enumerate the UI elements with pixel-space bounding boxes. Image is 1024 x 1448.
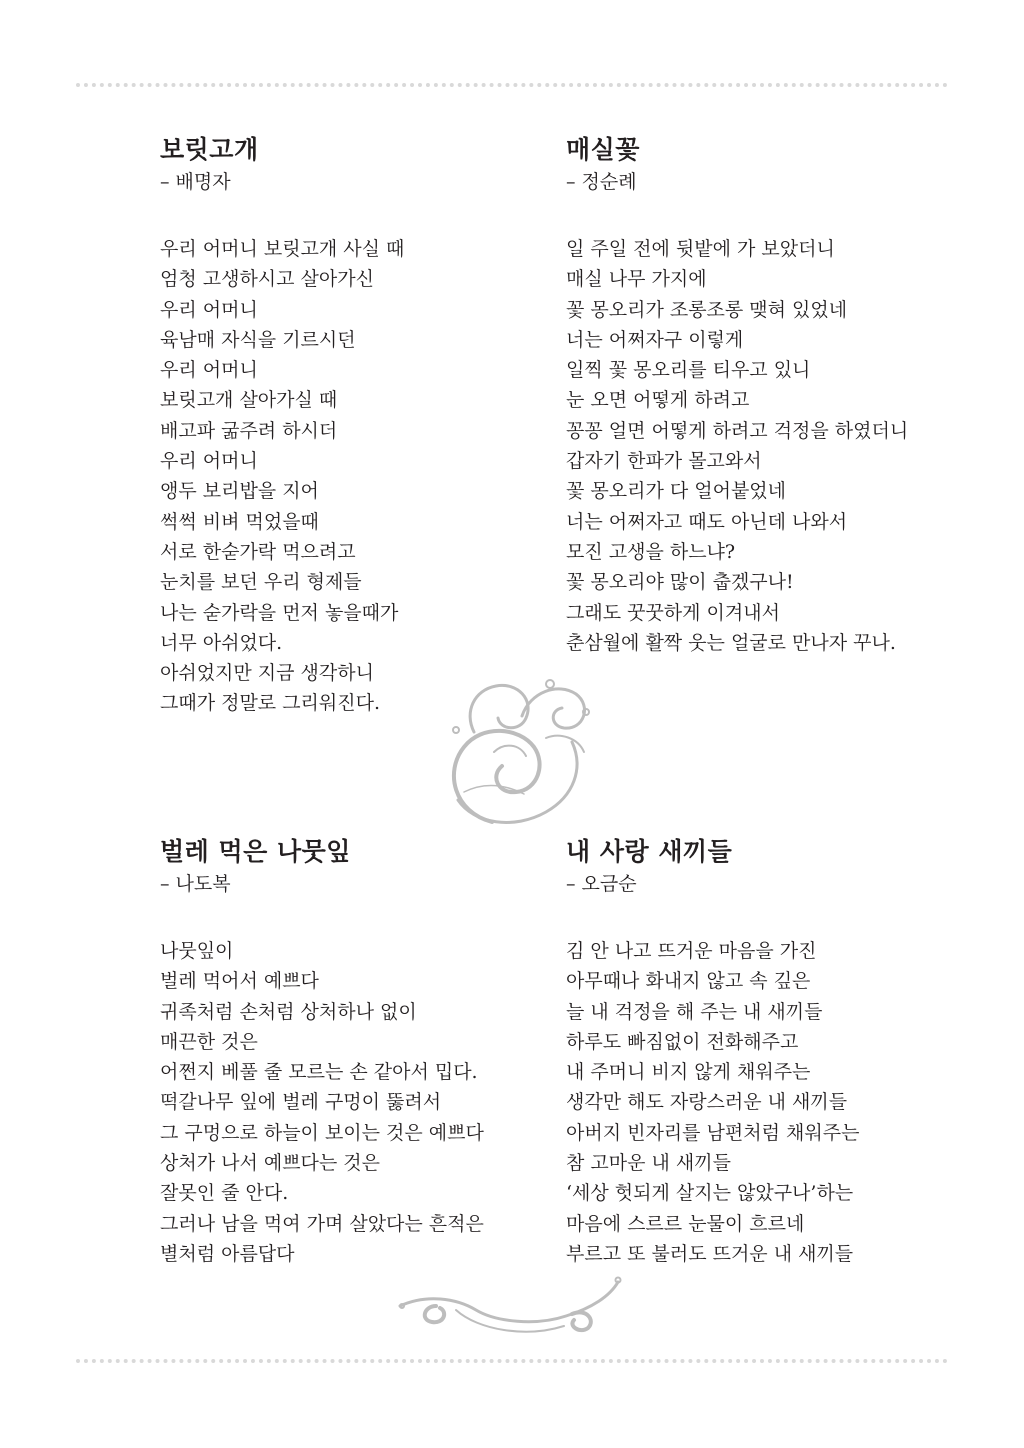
poem-author: – 나도복: [160, 873, 231, 895]
poem-boritgogae: [160, 134, 560, 719]
poem-line: 꽃 몽오리가 조롱조롱 맺혀 있었네: [566, 298, 848, 321]
poem-line: 상처가 나서 예쁘다는 것은: [160, 1152, 381, 1175]
bottom-dotted-divider: [76, 1359, 948, 1363]
poem-line: 참 고마운 내 새끼들: [566, 1152, 731, 1175]
poem-line: 아버지 빈자리를 남편처럼 채워주는: [566, 1121, 860, 1144]
poem-line: 일찍 꽃 몽오리를 티우고 있니: [566, 359, 811, 382]
poem-line: 매실 나무 가지에: [566, 268, 707, 291]
poem-line: 나뭇잎이: [160, 940, 234, 962]
poem-body: [160, 936, 560, 1269]
poem-body: [160, 234, 560, 719]
poem-title: 매실꽃: [566, 135, 640, 164]
poem-line: 눈 오면 어떻게 하려고: [566, 389, 750, 412]
poem-author: – 배명자: [160, 171, 231, 193]
poem-line: 마음에 스르르 눈물이 흐르네: [566, 1212, 805, 1235]
poem-line: 아쉬었지만 지금 생각하니: [160, 662, 374, 685]
poem-line: 그때가 정말로 그리워진다.: [160, 692, 381, 715]
poem-line: 모진 고생을 하느냐?: [566, 540, 736, 563]
poem-line: 나는 숟가락을 먼저 놓을때가: [160, 601, 399, 624]
poem-line: 우리 어머니 보릿고개 사실 때: [160, 238, 405, 260]
poem-line: 벌레 먹어서 예쁘다: [160, 970, 319, 993]
poem-line: 우리 어머니: [160, 359, 258, 382]
poem-title: 벌레 먹은 나뭇잎: [160, 837, 351, 866]
poem-line: 너무 아쉬었다.: [160, 631, 283, 654]
poem-body: [566, 234, 946, 658]
poem-line: 어쩐지 베풀 줄 모르는 손 같아서 밉다.: [160, 1061, 478, 1084]
poem-line: 눈치를 보던 우리 형제들: [160, 571, 362, 594]
poem-line: 김 안 나고 뜨거운 마음을 가진: [566, 940, 817, 962]
poem-line: 부르고 또 불러도 뜨거운 내 새끼들: [566, 1242, 854, 1265]
top-dotted-divider: [76, 83, 948, 87]
poem-line: 아무때나 화내지 않고 속 깊은: [566, 970, 811, 993]
poem-line: 꽃 몽오리가 다 얼어붙었네: [566, 480, 787, 503]
poem-line: 보릿고개 살아가실 때: [160, 389, 338, 412]
poem-line: 내 주머니 비지 않게 채워주는: [566, 1061, 811, 1084]
poem-line: 갑자기 한파가 몰고와서: [566, 450, 762, 473]
poem-line: 엄청 고생하시고 살아가신: [160, 268, 374, 291]
poem-line: 하루도 빠짐없이 전화해주고: [566, 1030, 799, 1053]
poem-line: 꽃 몽오리야 많이 춥겠구나!: [566, 571, 794, 594]
poem-line: 일 주일 전에 뒷밭에 가 보았더니: [566, 238, 835, 260]
poem-line: 너는 어쩌자고 때도 아닌데 나와서: [566, 510, 848, 533]
poem-line: 육남매 자식을 기르시던: [160, 328, 356, 351]
poem-maesilkkot: [566, 134, 946, 658]
flourish-ornament-icon: [434, 672, 604, 834]
poem-nae-sarang-saekkideul: [566, 836, 966, 1269]
poem-line: 그러나 남을 먹여 가며 살았다는 흔적은: [160, 1212, 484, 1235]
poem-beolle-meogeun-namunnip: [160, 836, 560, 1269]
poem-line: 별처럼 아름답다: [160, 1242, 295, 1265]
poem-line: 꽁꽁 얼면 어떻게 하려고 걱정을 하였더니: [566, 419, 909, 442]
poem-line: 그 구멍으로 하늘이 보이는 것은 예쁘다: [160, 1121, 484, 1144]
poem-line: 생각만 해도 자랑스러운 내 새끼들: [566, 1091, 848, 1114]
poem-author: – 정순례: [566, 171, 637, 193]
poem-line: 떡갈나무 잎에 벌레 구멍이 뚫려서: [160, 1091, 442, 1114]
poem-line: 늘 내 걱정을 해 주는 내 새끼들: [566, 1000, 823, 1023]
poem-line: 앵두 보리밥을 지어: [160, 480, 319, 503]
poem-line: 배고파 굶주려 하시더: [160, 419, 338, 442]
poem-line: 서로 한숟가락 먹으려고: [160, 540, 356, 563]
scroll-ornament-icon: [396, 1276, 628, 1340]
poem-line: 잘못인 줄 안다.: [160, 1182, 289, 1205]
poem-title: 보릿고개: [160, 135, 259, 164]
poem-line: 썩썩 비벼 먹었을때: [160, 510, 319, 533]
poem-line: 귀족처럼 손처럼 상처하나 없이: [160, 1000, 417, 1023]
poem-line: 춘삼월에 활짝 웃는 얼굴로 만나자 꾸나.: [566, 631, 896, 654]
poem-body: [566, 936, 966, 1269]
poem-author: – 오금순: [566, 873, 637, 895]
poem-line: 매끈한 것은: [160, 1030, 258, 1053]
poem-title: 내 사랑 새끼들: [566, 837, 733, 866]
poem-line: 그래도 꿋꿋하게 이겨내서: [566, 601, 780, 624]
poem-line: 우리 어머니: [160, 298, 258, 321]
poem-line: ‘세상 헛되게 살지는 않았구나’하는: [566, 1182, 854, 1205]
poem-line: 너는 어쩌자구 이렇게: [566, 328, 744, 351]
poem-line: 우리 어머니: [160, 450, 258, 473]
